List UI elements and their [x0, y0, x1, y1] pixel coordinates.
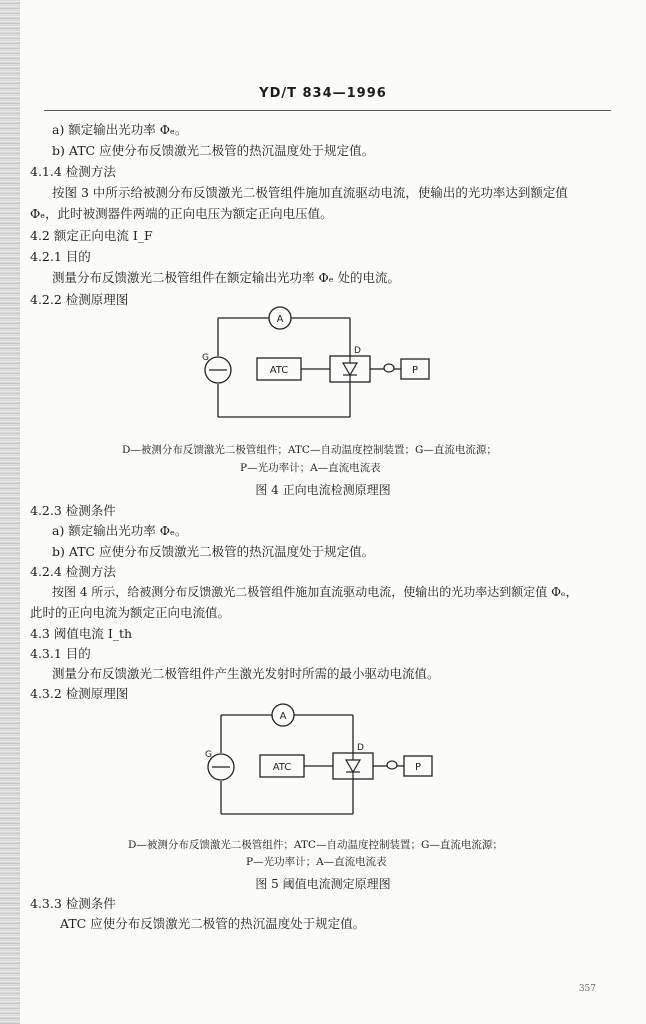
section-heading: 4.2 额定正向电流 I_F — [30, 228, 153, 243]
figure-4-legend: D—被测分布反馈激光二极管组件；ATC—自动温度控制装置；G—直流电流源； — [122, 444, 497, 456]
text-line: 测量分布反馈激光二极管组件在额定输出光功率 Φₑ 处的电流。 — [52, 270, 401, 285]
text-line: 测量分布反馈激光二极管组件产生激光发射时所需的最小驱动电流值。 — [52, 666, 440, 681]
section-heading: 4.2.4 检测方法 — [30, 564, 116, 579]
scan-edge — [0, 0, 20, 1024]
fiber-coil-icon — [387, 761, 397, 769]
ammeter-label: A — [276, 314, 284, 325]
section-heading: 4.3 阈值电流 I_th — [30, 626, 133, 641]
atc-label: ATC — [272, 762, 292, 773]
atc-box — [260, 755, 304, 777]
atc-label: ATC — [269, 365, 289, 376]
ammeter-icon — [269, 307, 291, 329]
figure-4-caption: 图 4 正向电流检测原理图 — [255, 483, 391, 497]
section-heading: 4.1.4 检测方法 — [30, 164, 116, 179]
source-label: G — [202, 353, 209, 363]
ammeter-label: A — [279, 711, 287, 722]
power-meter-label: P — [411, 365, 419, 376]
text-line: 此时的正向电流为额定正向电流值。 — [30, 605, 231, 620]
section-heading: 4.3.1 目的 — [30, 646, 91, 661]
page-number: 357 — [578, 984, 596, 994]
text-line: 按图 3 中所示给被测分布反馈激光二极管组件施加直流驱动电流，使输出的光功率达到额定值 — [52, 185, 568, 200]
text-line: ATC 应使分布反馈激光二极管的热沉温度处于规定值。 — [60, 916, 366, 931]
figure-5-circuit-diagram — [193, 697, 453, 822]
atc-box — [257, 358, 301, 380]
header-rule — [44, 110, 611, 111]
current-source-icon — [202, 353, 231, 383]
section-heading: 4.2.3 检测条件 — [30, 503, 116, 518]
figure-5-legend: D—被测分布反馈激光二极管组件；ATC—自动温度控制装置；G—直流电流源； — [128, 839, 503, 851]
text-line: b) ATC 应使分布反馈激光二极管的热沉温度处于规定值。 — [52, 544, 375, 559]
section-heading: 4.3.3 检测条件 — [30, 896, 116, 911]
fiber-coil-icon — [384, 364, 394, 372]
figure-5-legend: P—光功率计；A—直流电流表 — [246, 856, 387, 868]
device-label: D — [354, 346, 361, 356]
power-meter-box — [401, 359, 429, 379]
section-heading: 4.2.2 检测原理图 — [30, 292, 129, 307]
source-label: G — [205, 750, 212, 760]
figure-4-legend: P—光功率计；A—直流电流表 — [240, 462, 381, 474]
text-line: b) ATC 应使分布反馈激光二极管的热沉温度处于规定值。 — [52, 143, 375, 158]
power-meter-label: P — [414, 762, 422, 773]
figure-5-caption: 图 5 阈值电流测定原理图 — [255, 877, 391, 891]
current-source-icon — [205, 750, 234, 780]
figure-4-circuit-diagram — [190, 300, 450, 425]
ammeter-icon — [272, 704, 294, 726]
text-line: a) 额定输出光功率 Φₑ。 — [52, 122, 188, 137]
page-header: YD/T 834—1996 — [259, 86, 387, 101]
text-line: Φₑ，此时被测器件两端的正向电压为额定正向电压值。 — [30, 206, 333, 221]
section-heading: 4.2.1 目的 — [30, 249, 91, 264]
power-meter-box — [404, 756, 432, 776]
text-line: a) 额定输出光功率 Φₑ。 — [52, 523, 188, 538]
section-heading: 4.3.2 检测原理图 — [30, 686, 129, 701]
text-line: 按图 4 所示，给被测分布反馈激光二极管组件施加直流驱动电流，使输出的光功率达到额定值 Φₑ， — [52, 585, 578, 599]
device-label: D — [357, 743, 364, 753]
